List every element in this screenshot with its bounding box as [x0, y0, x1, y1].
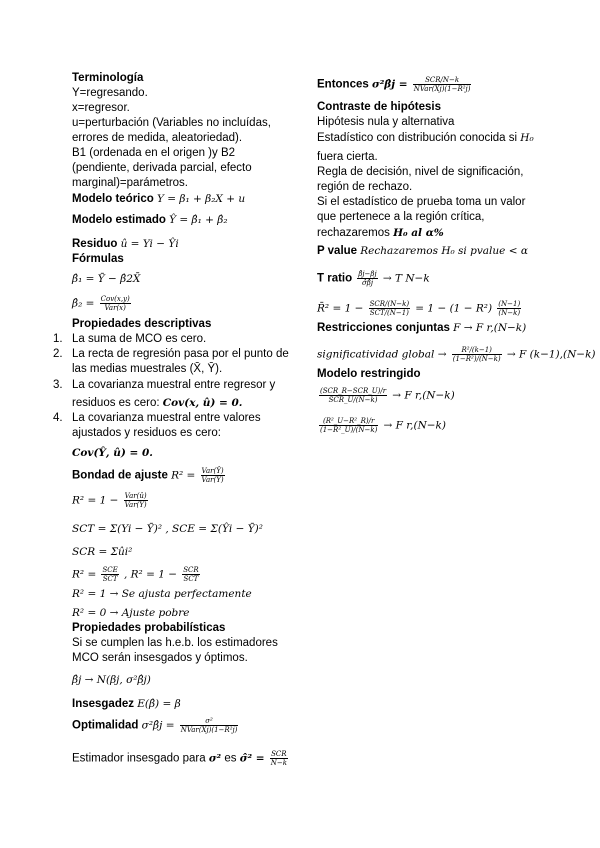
sig-rhs: → F (k−1),(N−k) — [506, 348, 596, 361]
optimalidad-denominator: NVar(Xj)(1−R²j) — [180, 726, 238, 734]
hip-8-h0: H₀ al α% — [393, 227, 444, 239]
mr1-denominator: SCR_U/(N−k) — [328, 396, 378, 404]
insesgadez-label: Insesgadez — [72, 698, 134, 710]
sig-numerator: R²/(k−1) — [452, 346, 502, 355]
r2-sce-scr — [72, 566, 202, 583]
hip-2-h0: H₀ — [520, 132, 534, 144]
u-definition-1: u=perturbación (Variables no incluídas, — [72, 117, 271, 129]
y-definition: Y=regresando. — [72, 87, 148, 99]
modelo-teorico — [72, 192, 245, 206]
x-definition: x=regresor. — [72, 102, 130, 114]
restricciones-equation: F → F r,(N−k) — [453, 322, 527, 334]
prop-4-a: La covarianza muestral entre valores — [72, 412, 261, 424]
hip-8 — [317, 226, 444, 240]
rbar-lhs: R̄² = 1 − — [317, 302, 364, 315]
r2-alt-lhs: R² = 1 − — [72, 494, 119, 507]
rbar-denominator-2: (N−k) — [498, 309, 521, 317]
restricciones-conjuntas — [317, 321, 526, 335]
estimador-insesgado — [72, 750, 290, 767]
optimalidad-numerator: σ² — [180, 717, 239, 726]
entonces-label: Entonces — [317, 78, 369, 91]
b-definition-3: marginal)=parámetros. — [72, 177, 189, 189]
mr1-numerator: (SCR_R−SCR_U)/r — [320, 387, 387, 395]
modelo-estimado-equation: Ŷ = β̂₁ + β̂₂ — [169, 214, 228, 226]
hip-2 — [317, 131, 534, 145]
sct-sce-equation: SCT = Σ(Yi − Ȳ)² , SCE = Σ(Ŷi − Ȳ)² — [72, 523, 263, 535]
u-definition-2: errores de medida, aleatoriedad). — [72, 132, 243, 144]
prop-3-a: La covarianza muestral entre regresor y — [72, 379, 276, 391]
sig-lhs: significatividad global → — [317, 348, 447, 361]
hip-2-text: Estadístico con distribución conocida si — [317, 132, 518, 144]
optimalidad-label: Optimalidad — [72, 719, 139, 732]
prop-3-b — [72, 396, 242, 410]
bondad-ajuste — [72, 467, 227, 484]
modelo-restringido-title: Modelo restringido — [317, 368, 421, 380]
estimador-text: Estimador insesgado para — [72, 752, 206, 765]
r-bar-squared — [317, 300, 523, 317]
optimalidad — [72, 717, 240, 734]
r2-sce-denominator: SCT — [102, 575, 118, 583]
hip-6: Si el estadístico de prueba toma un valor — [317, 196, 526, 208]
r2-sce-numerator: SCE — [102, 566, 118, 574]
r2-alt-numerator: Var(û) — [124, 492, 147, 500]
tratio-label: T ratio — [317, 272, 353, 285]
hip-8-text: rechazaremos — [317, 227, 390, 239]
optimalidad-lhs: σ²β̂j = — [141, 719, 175, 732]
r2-scr-lhs: , R² = 1 − — [123, 568, 178, 581]
terminologia-title: Terminología — [72, 72, 144, 84]
modelo-teorico-label: Modelo teórico — [72, 193, 154, 205]
r2-alternative — [72, 492, 150, 509]
list-number-4: 4. — [53, 412, 63, 424]
prop-2-a: La recta de regresión pasa por el punto de — [72, 348, 289, 360]
scr-equation: SCR = Σûi² — [72, 546, 133, 558]
modelo-teorico-equation: Y = β₁ + β₂X + u — [156, 193, 246, 205]
insesgadez-equation: E(β̂) = β — [137, 698, 181, 710]
formula-beta1: β̂₁ = Ȳ − β̂2X̄ — [72, 273, 141, 285]
distribution-equation: β̂j → N(βj, σ²β̂j) — [72, 674, 151, 686]
hip-5: región de rechazo. — [317, 181, 413, 193]
modelo-restringido-eq-2 — [317, 417, 446, 434]
propiedades-descriptivas-title: Propiedades descriptivas — [72, 318, 212, 330]
hip-1: Hipótesis nula y alternativa — [317, 116, 455, 128]
rbar-denominator-1: SCT/(N−1) — [369, 309, 409, 317]
r2-one: R² = 1 → Se ajusta perfectamente — [72, 588, 252, 600]
tratio-denominator: σ̂β̂j — [362, 279, 373, 287]
bondad-label: Bondad de ajuste — [72, 469, 168, 482]
hip-4: Regla de decisión, nivel de significación, — [317, 166, 524, 178]
prop-3-equation: Cov(x, û) = 0. — [162, 397, 243, 409]
entonces-lhs: σ²β̂j = — [371, 78, 408, 91]
sig-denominator: (1−R²)/(N−k) — [452, 355, 501, 363]
insesgadez — [72, 697, 181, 711]
estimador-denominator: N−k — [270, 759, 287, 767]
r2-sce-lhs: R² = — [72, 568, 97, 581]
rbar-middle: = 1 − (1 − R²) — [415, 302, 493, 315]
r2-scr-denominator: SCT — [183, 575, 199, 583]
modelo-estimado — [72, 213, 228, 227]
list-number-2: 2. — [53, 348, 63, 360]
entonces-denominator: NVar(Xj)(1−R²j) — [413, 85, 471, 93]
mr2-numerator: (R²_U−R²_R)/r — [319, 417, 378, 426]
modelo-estimado-label: Modelo estimado — [72, 214, 166, 226]
b-definition-2: (pendiente, derivada parcial, efecto — [72, 162, 252, 174]
mr2-denominator: (1−R²_U)/(N−k) — [320, 426, 378, 434]
mr1-rhs: → F r,(N−k) — [392, 389, 455, 402]
list-number-3: 3. — [53, 379, 63, 391]
estimador-numerator: SCR — [271, 750, 287, 758]
rbar-numerator-2: (N−1) — [498, 300, 521, 308]
tratio — [317, 270, 430, 287]
r2-alt-denominator: Var(Y) — [124, 501, 147, 509]
mr2-rhs: → F r,(N−k) — [383, 419, 447, 432]
bondad-lhs: R² = — [171, 469, 196, 482]
pvalue-label: P value — [317, 245, 358, 257]
list-number-1: 1. — [53, 333, 63, 345]
contraste-title: Contraste de hipótesis — [317, 101, 441, 113]
entonces — [317, 76, 473, 93]
r2-scr-numerator: SCR — [183, 566, 199, 574]
hebs-1: Si se cumplen las h.e.b. los estimadores — [72, 637, 278, 649]
prop-4-b: ajustados y residuos es cero: — [72, 427, 221, 439]
tratio-numerator: β̂j−βj — [358, 270, 377, 278]
formula-beta2-lhs: β̂₂ = — [72, 297, 95, 310]
hip-3: fuera cierta. — [317, 151, 378, 163]
tratio-rhs: → T N−k — [382, 272, 430, 285]
prop-1: La suma de MCO es cero. — [72, 333, 207, 345]
prop-4-equation: Cov(Ŷ, û) = 0. — [72, 447, 153, 459]
r2-zero: R² = 0 → Ajuste pobre — [72, 607, 190, 619]
residuo — [72, 237, 179, 251]
restricciones-label: Restricciones conjuntas — [317, 322, 450, 334]
formula-beta2 — [72, 295, 133, 312]
estimador-es: es — [224, 752, 237, 765]
residuo-label: Residuo — [72, 238, 118, 250]
bondad-numerator: Var(Ŷ) — [201, 467, 224, 475]
formula-beta2-denominator: Var(x) — [104, 304, 126, 312]
rbar-numerator-1: SCR/(N−k) — [369, 300, 410, 308]
significatividad-global — [317, 346, 596, 363]
propiedades-probabilisticas-title: Propiedades probabilísticas — [72, 622, 226, 634]
pvalue-equation: Rechazaremos H₀ si pvalue < α — [360, 245, 528, 257]
prop-2-b: las medias muestrales (X̄, Ȳ). — [72, 363, 223, 375]
estimador-lhs: σ̂² = — [239, 752, 265, 765]
formula-beta2-numerator: Cov(x,y) — [100, 295, 130, 303]
b-definition-1: B1 (ordenada en el origen )y B2 — [72, 147, 236, 159]
entonces-numerator: SCR/N−k — [413, 76, 472, 85]
pvalue — [317, 244, 528, 258]
modelo-restringido-eq-1 — [317, 387, 455, 404]
prop-3-b-text: residuos es cero: — [72, 397, 160, 409]
estimador-sigma: σ² — [208, 752, 222, 765]
bondad-denominator: Var(Y) — [201, 476, 224, 484]
residuo-equation: û = Yi − Ŷi — [120, 238, 179, 250]
hebs-2: MCO serán insesgados y óptimos. — [72, 652, 248, 664]
formulas-title: Fórmulas — [72, 253, 124, 265]
hip-7: que pertenece a la región crítica, — [317, 211, 485, 223]
